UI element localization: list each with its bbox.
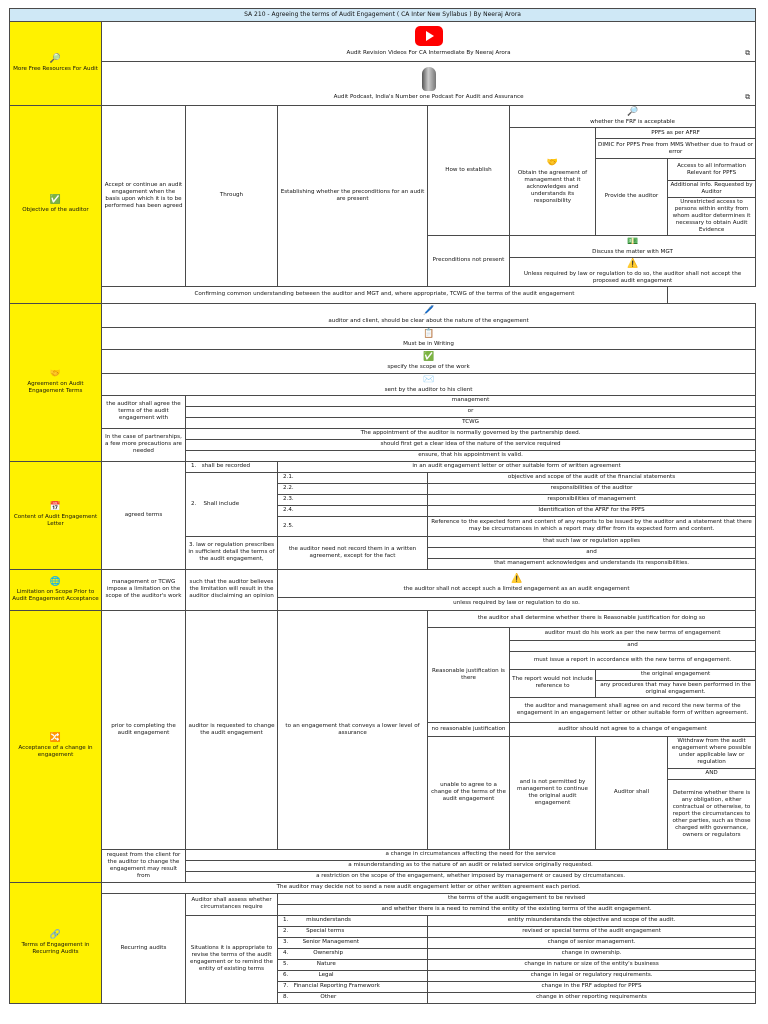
handshake-icon: 🤝 (49, 369, 62, 380)
agree-with: the auditor shall agree the terms of the audit engagement with (102, 395, 186, 428)
situation-desc-3: change of senior management. (428, 937, 756, 948)
unable-to-agree: unable to agree to a change of the terms of the audit engagement (428, 736, 510, 849)
situation-desc-1: entity misunderstands the objective and scope of the audit. (428, 915, 756, 926)
situation-desc-5: change in nature or size of the entity's business (428, 959, 756, 970)
include-text-5: Reference to the expected form and content of any reports to be issued by the auditor and a statement that there may be circumstances in which a report may differ from its expected form and content. (428, 516, 756, 536)
may-decide: The auditor may decide not to send a new audit engagement letter or other written agreement each period. (102, 882, 756, 893)
procedures-performed: any procedures that may have been performed in the original engagement. (596, 680, 756, 697)
no-reasonable: no reasonable justification (428, 722, 510, 736)
section-limitation: 🌐 Limitation on Scope Prior to Audit Engagement Acceptance (10, 569, 102, 610)
dimic: DIMIC For PPFS Free from MMS Whether due to fraud or error (596, 139, 756, 159)
provide-auditor: Provide the auditor (596, 159, 668, 236)
video-link-text[interactable]: Audit Revision Videos For CA Intermediate By Neeraj Arora (346, 50, 511, 56)
additional-info: Additional info. Requested by Auditor (668, 181, 756, 198)
partnership-2: should first get a clear idea of the nature of the service required (186, 439, 756, 450)
mind-map-page (9, 8, 755, 1016)
request-client: request from the client for the auditor to change the engagement may result from (102, 849, 186, 882)
agree-management: management (186, 395, 756, 406)
situation-desc-8: change in other reporting requirements (428, 992, 756, 1003)
situation-desc-6: change in legal or regulatory requirements. (428, 970, 756, 981)
situations: Situations it is appropriate to revise the terms of the audit engagement or to remind the entity of existing terms (186, 915, 278, 1003)
youtube-icon (415, 26, 443, 46)
unrestricted-access: Unrestricted access to persons within entity from whom auditor determines it necessary to obtain Audit Evidence (668, 197, 756, 235)
situation-name-1: 1. misunderstands (278, 915, 428, 926)
link-icon: 🔗 (49, 929, 62, 940)
situation-name-5: 5. Nature (278, 959, 428, 970)
partnership-3: ensure, that his appointment is valid. (186, 450, 756, 461)
checkmark-icon: ✅ (422, 351, 435, 362)
include-num-5: 2.5. (278, 516, 428, 536)
original-engagement: the original engagement (596, 669, 756, 680)
auditor-requested: auditor is requested to change the audit engagement (186, 610, 278, 849)
law-applies: that such law or regulation applies (428, 536, 756, 547)
discuss-mgt: 💵 Discuss the matter with MGT (510, 235, 756, 257)
section-change: 🔀 Acceptance of a change in engagement (10, 610, 102, 882)
agree-or: or (186, 406, 756, 417)
calendar-icon: 📅 (49, 502, 62, 513)
include-text-1: objective and scope of the audit of the financial statements (428, 472, 756, 483)
situation-name-2: 2. Special terms (278, 926, 428, 937)
section-resources (10, 22, 102, 106)
situation-desc-7: change in the FRF adopted for PPFS (428, 981, 756, 992)
arrows-icon: 🔀 (49, 733, 62, 744)
content-item-3: 3. law or regulation prescribes in sufficient detail the terms of the audit engagement, (186, 536, 278, 569)
section-content: 📅 Content of Audit Engagement Letter (10, 461, 102, 569)
section-recurring: 🔗 Terms of Engagement in Recurring Audits (10, 882, 102, 1003)
assess-whether: Auditor shall assess whether circumstances require (186, 893, 278, 915)
prior-completing: prior to completing the audit engagement (102, 610, 186, 849)
agreed-terms: agreed terms (102, 461, 186, 569)
limitation-shall-not: ⚠️ the auditor shall not accept such a limited engagement as an audit engagement (278, 569, 756, 597)
confirming: Confirming common understanding between the auditor and MGT and, where appropriate, TCWG of the terms of the audit engagement (102, 286, 668, 303)
include-text-4: Identification of the AFRF for the PPFS (428, 505, 756, 516)
not-permitted: and is not permitted by management to continue the original audit engagement (510, 736, 596, 849)
situation-desc-4: change in ownership. (428, 948, 756, 959)
ppfs-afrf: PPFS as per AFRF (596, 128, 756, 139)
determine-obligation: Determine whether there is any obligation, either contractual or otherwise, to report the circumstances to other parties, such as those charged with governance, owners or regulators (668, 779, 756, 849)
reason-3: a restriction on the scope of the engagement, whether imposed by management or caused by circumstances. (186, 871, 756, 882)
situation-name-8: 8. Other (278, 992, 428, 1003)
situation-name-3: 3. Senior Management (278, 937, 428, 948)
objective-establishing: Establishing whether the preconditions for an audit are present (278, 106, 428, 287)
include-text-3: responsibilities of management (428, 494, 756, 505)
podcast-link-text[interactable]: Audit Podcast, India's Number one Podcast For Audit and Assurance (333, 93, 524, 100)
include-num-4: 2.4. (278, 505, 428, 516)
page-title: SA 210 - Agreeing the terms of Audit Engagement ( CA Inter New Syllabus ) By Neeraj Arora (10, 9, 756, 22)
objective-accept: Accept or continue an audit engagement when the basis upon which it is to be performed has been agreed (102, 106, 186, 287)
section-agreement: 🤝 Agreement on Audit Engagement Terms (10, 303, 102, 461)
content-item-2: 2. Shall include (186, 472, 278, 536)
reason-1: a change in circumstances affecting the need for the service (186, 849, 756, 860)
video-link[interactable] (102, 22, 756, 62)
search-icon: 🔎 (626, 107, 639, 117)
assess-1: the terms of the audit engagement to be revised (278, 893, 756, 904)
how-to-establish: How to establish (428, 106, 510, 236)
change-and: and (510, 640, 756, 651)
checkmark-icon: ✅ (49, 194, 62, 205)
recurring-audits: Recurring audits (102, 893, 186, 1003)
content-recorded-where: in an audit engagement letter or other suitable form of written agreement (278, 461, 756, 472)
reasonable-there: Reasonable justification is there (428, 627, 510, 722)
assess-2: and whether there is a need to remind the entity of the existing terms of the audit engagement. (278, 904, 756, 915)
external-link-icon[interactable]: ⧉ (745, 93, 751, 102)
agreement-writing: 📋 Must be in Writing (102, 327, 756, 349)
pen-icon: 🖊️ (422, 305, 435, 316)
obtain-agreement: 🤝 Obtain the agreement of management that it acknowledges and understands its responsibility (510, 128, 596, 236)
warning-icon: ⚠️ (510, 573, 523, 584)
reason-2: a misunderstanding as to the nature of an audit or related service originally requested. (186, 860, 756, 871)
section-objective: ✅ Objective of the auditor (10, 106, 102, 304)
include-text-2: responsibilities of the auditor (428, 483, 756, 494)
report-not-include: The report would not include reference to (510, 669, 596, 697)
money-icon: 💵 (626, 236, 639, 247)
include-num-3: 2.3. (278, 494, 428, 505)
agreement-sent: ✉️ sent by the auditor to his client (102, 373, 756, 395)
determine-justification: the auditor shall determine whether there is Reasonable justification for doing so (428, 610, 756, 627)
limitation-mgmt: management or TCWG impose a limitation on the scope of the auditor's work (102, 569, 186, 610)
should-not-agree: auditor should not agree to a change of engagement (510, 722, 756, 736)
microphone-icon (422, 67, 436, 91)
resources-label: More Free Resources For Audit (13, 66, 98, 72)
lower-assurance: to an engagement that conveys a lower level of assurance (278, 610, 428, 849)
access-info: Access to all information Relevant for PPFS (668, 159, 756, 181)
must-work: auditor must do his work as per the new terms of engagement (510, 627, 756, 640)
withdraw: Withdraw from the audit engagement where possible under applicable law or regulation (668, 736, 756, 768)
preconditions-not-present: Preconditions not present (428, 235, 510, 286)
limitation-unless: unless required by law or regulation to do so. (278, 597, 756, 610)
envelope-icon: ✉️ (422, 374, 435, 385)
partnership-1: The appointment of the auditor is normally governed by the partnership deed. (186, 428, 756, 439)
agreement-clear: 🖊️ auditor and client, should be clear about the nature of the engagement (102, 303, 756, 327)
partnership: In the case of partnerships, a few more precautions are needed (102, 428, 186, 461)
audit-engagement-table (9, 8, 756, 1004)
agree-record: the auditor and management shall agree on and record the new terms of the engagement in an engagement letter or other suitable form of written agreement. (510, 697, 756, 722)
must-report: must issue a report in accordance with the new terms of engagement. (510, 651, 756, 669)
external-link-icon[interactable]: ⧉ (745, 49, 751, 58)
not-accept: ⚠️ Unless required by law or regulation to do so, the auditor shall not accept the proposed audit engagement (510, 257, 756, 286)
law-acknowledges: that management acknowledges and understands its responsibilities. (428, 558, 756, 569)
warning-icon: ⚠️ (626, 258, 639, 269)
situation-name-4: 4. Ownership (278, 948, 428, 959)
law-and: and (428, 547, 756, 558)
situation-name-7: 7. Financial Reporting Framework (278, 981, 428, 992)
agreement-scope: ✅ specify the scope of the work (102, 349, 756, 373)
globe-icon: 🌐 (49, 576, 62, 587)
situation-name-6: 6. Legal (278, 970, 428, 981)
clipboard-icon: 📋 (422, 328, 435, 339)
situation-desc-2: revised or special terms of the audit engagement (428, 926, 756, 937)
frf-acceptable: 🔎 whether the FRF is acceptable (510, 106, 756, 128)
podcast-link[interactable] (102, 62, 756, 106)
objective-through: Through (186, 106, 278, 287)
search-icon: 🔎 (49, 54, 62, 64)
handshake-icon: 🤝 (546, 158, 559, 169)
limitation-such: such that the auditor believes the limitation will result in the auditor disclaiming an opinion (186, 569, 278, 610)
agree-tcwg: TCWG (186, 417, 756, 428)
and-caps: AND (668, 768, 756, 779)
need-not-record: the auditor need not record them in a written agreement, except for the fact (278, 536, 428, 569)
auditor-shall: Auditor shall (596, 736, 668, 849)
include-num-1: 2.1. (278, 472, 428, 483)
content-item-1: 1. shall be recorded (186, 461, 278, 472)
include-num-2: 2.2. (278, 483, 428, 494)
